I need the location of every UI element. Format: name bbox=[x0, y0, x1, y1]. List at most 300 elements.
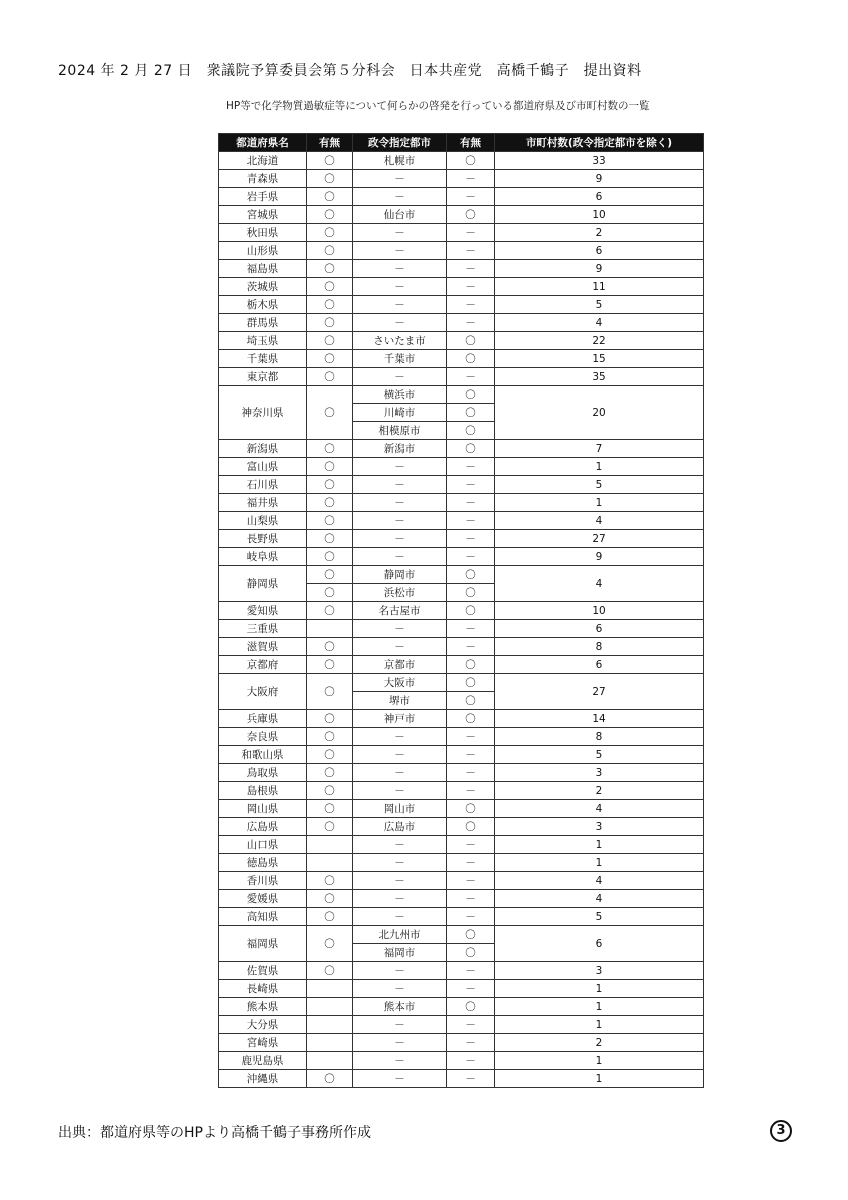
prefecture-name-cell: 滋賀県 bbox=[219, 638, 307, 656]
prefecture-name-cell: 長野県 bbox=[219, 530, 307, 548]
prefecture-has-cell bbox=[307, 1034, 353, 1052]
municipality-count-cell: 6 bbox=[495, 242, 704, 260]
prefecture-name-cell: 石川県 bbox=[219, 476, 307, 494]
designated-city-has-cell: － bbox=[447, 476, 495, 494]
prefecture-has-cell bbox=[307, 854, 353, 872]
municipality-count-cell: 5 bbox=[495, 476, 704, 494]
prefecture-name-cell: 鳥取県 bbox=[219, 764, 307, 782]
prefecture-name-cell: 長崎県 bbox=[219, 980, 307, 998]
table-caption: HP等で化学物質過敏症等について何らかの啓発を行っている都道府県及び市町村数の一覧 bbox=[226, 100, 650, 112]
municipality-count-cell: 6 bbox=[495, 620, 704, 638]
prefecture-has-cell: 〇 bbox=[307, 170, 353, 188]
prefecture-name-cell: 佐賀県 bbox=[219, 962, 307, 980]
designated-city-cell: － bbox=[353, 908, 447, 926]
table-header-row bbox=[219, 134, 704, 152]
table-row bbox=[219, 818, 704, 836]
table-row bbox=[219, 656, 704, 674]
table-row bbox=[219, 890, 704, 908]
designated-city-has-cell: 〇 bbox=[447, 998, 495, 1016]
table-row bbox=[219, 1034, 704, 1052]
prefecture-has-cell: 〇 bbox=[307, 746, 353, 764]
designated-city-cell: － bbox=[353, 548, 447, 566]
designated-city-has-cell: 〇 bbox=[447, 350, 495, 368]
designated-city-cell: － bbox=[353, 494, 447, 512]
column-header-designated-city: 政令指定都市 bbox=[353, 134, 447, 152]
prefecture-name-cell: 宮崎県 bbox=[219, 1034, 307, 1052]
table-row bbox=[219, 980, 704, 998]
table-row bbox=[219, 494, 704, 512]
designated-city-cell: 京都市 bbox=[353, 656, 447, 674]
designated-city-has-cell: － bbox=[447, 458, 495, 476]
municipality-count-cell: 10 bbox=[495, 206, 704, 224]
prefecture-has-cell: 〇 bbox=[307, 494, 353, 512]
table-row bbox=[219, 926, 704, 944]
table-row bbox=[219, 620, 704, 638]
prefecture-has-cell: 〇 bbox=[307, 962, 353, 980]
table-row bbox=[219, 368, 704, 386]
designated-city-cell: － bbox=[353, 764, 447, 782]
prefecture-name-cell: 福岡県 bbox=[219, 926, 307, 962]
designated-city-has-cell: － bbox=[447, 278, 495, 296]
designated-city-cell: 札幌市 bbox=[353, 152, 447, 170]
column-header-prefecture: 都道府県名 bbox=[219, 134, 307, 152]
table-row bbox=[219, 854, 704, 872]
municipality-count-cell: 4 bbox=[495, 890, 704, 908]
designated-city-cell: － bbox=[353, 476, 447, 494]
designated-city-has-cell: － bbox=[447, 1016, 495, 1034]
designated-city-has-cell: － bbox=[447, 746, 495, 764]
municipality-count-cell: 1 bbox=[495, 980, 704, 998]
designated-city-cell: － bbox=[353, 1052, 447, 1070]
designated-city-cell: － bbox=[353, 188, 447, 206]
designated-city-cell: － bbox=[353, 746, 447, 764]
prefecture-has-cell: 〇 bbox=[307, 638, 353, 656]
designated-city-has-cell: 〇 bbox=[447, 800, 495, 818]
table-row bbox=[219, 512, 704, 530]
prefecture-name-cell: 沖縄県 bbox=[219, 1070, 307, 1088]
designated-city-has-cell: － bbox=[447, 764, 495, 782]
prefecture-name-cell: 茨城県 bbox=[219, 278, 307, 296]
designated-city-cell: － bbox=[353, 872, 447, 890]
designated-city-cell: － bbox=[353, 638, 447, 656]
designated-city-cell: － bbox=[353, 368, 447, 386]
prefecture-name-cell: 徳島県 bbox=[219, 854, 307, 872]
prefecture-name-cell: 青森県 bbox=[219, 170, 307, 188]
municipality-count-cell: 1 bbox=[495, 836, 704, 854]
municipality-count-cell: 6 bbox=[495, 926, 704, 962]
prefecture-has-cell: 〇 bbox=[307, 872, 353, 890]
prefecture-has-cell bbox=[307, 998, 353, 1016]
table-row bbox=[219, 170, 704, 188]
prefecture-name-cell: 和歌山県 bbox=[219, 746, 307, 764]
prefecture-has-cell: 〇 bbox=[307, 602, 353, 620]
municipality-count-cell: 1 bbox=[495, 854, 704, 872]
designated-city-has-cell: － bbox=[447, 890, 495, 908]
municipality-count-cell: 8 bbox=[495, 728, 704, 746]
prefecture-has-cell: 〇 bbox=[307, 188, 353, 206]
prefecture-has-cell: 〇 bbox=[307, 206, 353, 224]
designated-city-cell: － bbox=[353, 170, 447, 188]
prefecture-name-cell: 愛知県 bbox=[219, 602, 307, 620]
designated-city-has-cell: － bbox=[447, 962, 495, 980]
designated-city-has-cell: － bbox=[447, 1070, 495, 1088]
municipality-count-cell: 2 bbox=[495, 1034, 704, 1052]
table-row bbox=[219, 728, 704, 746]
designated-city-cell: － bbox=[353, 530, 447, 548]
designated-city-has-cell: － bbox=[447, 836, 495, 854]
table-row bbox=[219, 530, 704, 548]
prefecture-name-cell: 宮城県 bbox=[219, 206, 307, 224]
municipality-count-cell: 22 bbox=[495, 332, 704, 350]
column-header-city-has: 有無 bbox=[447, 134, 495, 152]
prefecture-name-cell: 広島県 bbox=[219, 818, 307, 836]
prefecture-has-cell: 〇 bbox=[307, 530, 353, 548]
municipality-count-cell: 5 bbox=[495, 746, 704, 764]
municipality-count-cell: 2 bbox=[495, 782, 704, 800]
municipality-count-cell: 1 bbox=[495, 1016, 704, 1034]
prefecture-has-cell: 〇 bbox=[307, 908, 353, 926]
table-row bbox=[219, 278, 704, 296]
prefecture-has-cell: 〇 bbox=[307, 674, 353, 710]
designated-city-has-cell: － bbox=[447, 638, 495, 656]
designated-city-has-cell: 〇 bbox=[447, 440, 495, 458]
table-row bbox=[219, 350, 704, 368]
designated-city-cell: 福岡市 bbox=[353, 944, 447, 962]
prefecture-name-cell: 富山県 bbox=[219, 458, 307, 476]
designated-city-cell: 名古屋市 bbox=[353, 602, 447, 620]
designated-city-has-cell: － bbox=[447, 530, 495, 548]
prefecture-has-cell: 〇 bbox=[307, 368, 353, 386]
municipality-count-cell: 1 bbox=[495, 458, 704, 476]
table-row bbox=[219, 872, 704, 890]
prefecture-name-cell: 京都府 bbox=[219, 656, 307, 674]
municipality-count-cell: 1 bbox=[495, 998, 704, 1016]
designated-city-cell: － bbox=[353, 242, 447, 260]
designated-city-cell: 岡山市 bbox=[353, 800, 447, 818]
prefecture-has-cell: 〇 bbox=[307, 1070, 353, 1088]
designated-city-cell: 熊本市 bbox=[353, 998, 447, 1016]
prefecture-has-cell bbox=[307, 836, 353, 854]
prefecture-name-cell: 福島県 bbox=[219, 260, 307, 278]
table-row bbox=[219, 314, 704, 332]
source-note: 出典：都道府県等のHPより高橋千鶴子事務所作成 bbox=[58, 1125, 371, 1141]
designated-city-has-cell: 〇 bbox=[447, 692, 495, 710]
prefecture-has-cell: 〇 bbox=[307, 818, 353, 836]
municipality-count-cell: 5 bbox=[495, 296, 704, 314]
prefecture-has-cell: 〇 bbox=[307, 548, 353, 566]
prefecture-name-cell: 香川県 bbox=[219, 872, 307, 890]
prefecture-has-cell: 〇 bbox=[307, 584, 353, 602]
municipality-count-cell: 11 bbox=[495, 278, 704, 296]
designated-city-has-cell: － bbox=[447, 872, 495, 890]
municipality-count-cell: 27 bbox=[495, 674, 704, 710]
table-row bbox=[219, 764, 704, 782]
designated-city-has-cell: － bbox=[447, 494, 495, 512]
municipality-count-cell: 3 bbox=[495, 818, 704, 836]
prefecture-has-cell bbox=[307, 1052, 353, 1070]
table-row bbox=[219, 476, 704, 494]
prefecture-has-cell: 〇 bbox=[307, 458, 353, 476]
designated-city-cell: － bbox=[353, 278, 447, 296]
prefecture-name-cell: 群馬県 bbox=[219, 314, 307, 332]
prefecture-name-cell: 山形県 bbox=[219, 242, 307, 260]
designated-city-has-cell: － bbox=[447, 1034, 495, 1052]
prefecture-has-cell: 〇 bbox=[307, 512, 353, 530]
designated-city-cell: 浜松市 bbox=[353, 584, 447, 602]
municipality-count-cell: 1 bbox=[495, 1070, 704, 1088]
municipality-count-cell: 4 bbox=[495, 314, 704, 332]
designated-city-has-cell: － bbox=[447, 224, 495, 242]
designated-city-has-cell: － bbox=[447, 854, 495, 872]
designated-city-has-cell: － bbox=[447, 620, 495, 638]
designated-city-has-cell: － bbox=[447, 782, 495, 800]
table-row bbox=[219, 260, 704, 278]
municipality-count-cell: 5 bbox=[495, 908, 704, 926]
prefecture-name-cell: 愛媛県 bbox=[219, 890, 307, 908]
prefecture-table bbox=[218, 133, 704, 1088]
prefecture-name-cell: 奈良県 bbox=[219, 728, 307, 746]
designated-city-cell: － bbox=[353, 836, 447, 854]
table-row bbox=[219, 836, 704, 854]
prefecture-has-cell bbox=[307, 980, 353, 998]
table-row bbox=[219, 332, 704, 350]
municipality-count-cell: 4 bbox=[495, 566, 704, 602]
municipality-count-cell: 2 bbox=[495, 224, 704, 242]
designated-city-cell: － bbox=[353, 512, 447, 530]
designated-city-cell: 大阪市 bbox=[353, 674, 447, 692]
municipality-count-cell: 7 bbox=[495, 440, 704, 458]
table-row bbox=[219, 710, 704, 728]
table-row bbox=[219, 566, 704, 584]
designated-city-cell: － bbox=[353, 782, 447, 800]
column-header-has: 有無 bbox=[307, 134, 353, 152]
designated-city-has-cell: 〇 bbox=[447, 818, 495, 836]
designated-city-cell: － bbox=[353, 1016, 447, 1034]
designated-city-cell: 堺市 bbox=[353, 692, 447, 710]
designated-city-cell: さいたま市 bbox=[353, 332, 447, 350]
municipality-count-cell: 10 bbox=[495, 602, 704, 620]
municipality-count-cell: 20 bbox=[495, 386, 704, 440]
municipality-count-cell: 1 bbox=[495, 1052, 704, 1070]
prefecture-name-cell: 鹿児島県 bbox=[219, 1052, 307, 1070]
table-row bbox=[219, 152, 704, 170]
prefecture-has-cell: 〇 bbox=[307, 656, 353, 674]
designated-city-has-cell: 〇 bbox=[447, 656, 495, 674]
prefecture-name-cell: 福井県 bbox=[219, 494, 307, 512]
table-row bbox=[219, 998, 704, 1016]
table-row bbox=[219, 296, 704, 314]
prefecture-has-cell: 〇 bbox=[307, 152, 353, 170]
designated-city-cell: － bbox=[353, 728, 447, 746]
table-row bbox=[219, 242, 704, 260]
prefecture-has-cell: 〇 bbox=[307, 728, 353, 746]
prefecture-name-cell: 埼玉県 bbox=[219, 332, 307, 350]
designated-city-cell: 横浜市 bbox=[353, 386, 447, 404]
designated-city-has-cell: 〇 bbox=[447, 404, 495, 422]
prefecture-name-cell: 新潟県 bbox=[219, 440, 307, 458]
designated-city-has-cell: － bbox=[447, 548, 495, 566]
designated-city-cell: － bbox=[353, 980, 447, 998]
table-row bbox=[219, 458, 704, 476]
designated-city-has-cell: 〇 bbox=[447, 602, 495, 620]
designated-city-has-cell: 〇 bbox=[447, 674, 495, 692]
designated-city-has-cell: 〇 bbox=[447, 710, 495, 728]
designated-city-cell: 川崎市 bbox=[353, 404, 447, 422]
table-row bbox=[219, 1016, 704, 1034]
designated-city-has-cell: － bbox=[447, 980, 495, 998]
municipality-count-cell: 3 bbox=[495, 962, 704, 980]
prefecture-has-cell: 〇 bbox=[307, 260, 353, 278]
prefecture-has-cell: 〇 bbox=[307, 386, 353, 440]
designated-city-has-cell: － bbox=[447, 260, 495, 278]
designated-city-cell: － bbox=[353, 1034, 447, 1052]
municipality-count-cell: 27 bbox=[495, 530, 704, 548]
table-row bbox=[219, 224, 704, 242]
table-row bbox=[219, 638, 704, 656]
designated-city-has-cell: 〇 bbox=[447, 332, 495, 350]
municipality-count-cell: 9 bbox=[495, 170, 704, 188]
designated-city-cell: 相模原市 bbox=[353, 422, 447, 440]
designated-city-cell: 静岡市 bbox=[353, 566, 447, 584]
prefecture-name-cell: 神奈川県 bbox=[219, 386, 307, 440]
table-row bbox=[219, 1070, 704, 1088]
table-row bbox=[219, 548, 704, 566]
table-row bbox=[219, 440, 704, 458]
designated-city-has-cell: － bbox=[447, 188, 495, 206]
municipality-count-cell: 8 bbox=[495, 638, 704, 656]
prefecture-name-cell: 北海道 bbox=[219, 152, 307, 170]
designated-city-has-cell: － bbox=[447, 296, 495, 314]
municipality-count-cell: 4 bbox=[495, 512, 704, 530]
designated-city-cell: － bbox=[353, 620, 447, 638]
designated-city-cell: 千葉市 bbox=[353, 350, 447, 368]
designated-city-cell: 北九州市 bbox=[353, 926, 447, 944]
prefecture-name-cell: 三重県 bbox=[219, 620, 307, 638]
prefecture-has-cell bbox=[307, 1016, 353, 1034]
table-row bbox=[219, 188, 704, 206]
designated-city-cell: － bbox=[353, 854, 447, 872]
designated-city-has-cell: 〇 bbox=[447, 926, 495, 944]
designated-city-has-cell: 〇 bbox=[447, 584, 495, 602]
municipality-count-cell: 9 bbox=[495, 260, 704, 278]
municipality-count-cell: 14 bbox=[495, 710, 704, 728]
designated-city-has-cell: 〇 bbox=[447, 152, 495, 170]
municipality-count-cell: 15 bbox=[495, 350, 704, 368]
table-row bbox=[219, 206, 704, 224]
prefecture-name-cell: 山口県 bbox=[219, 836, 307, 854]
prefecture-name-cell: 栃木県 bbox=[219, 296, 307, 314]
prefecture-has-cell: 〇 bbox=[307, 350, 353, 368]
designated-city-has-cell: － bbox=[447, 170, 495, 188]
prefecture-has-cell: 〇 bbox=[307, 242, 353, 260]
designated-city-cell: 新潟市 bbox=[353, 440, 447, 458]
municipality-count-cell: 6 bbox=[495, 656, 704, 674]
designated-city-has-cell: 〇 bbox=[447, 944, 495, 962]
municipality-count-cell: 35 bbox=[495, 368, 704, 386]
table-row bbox=[219, 386, 704, 404]
prefecture-name-cell: 高知県 bbox=[219, 908, 307, 926]
designated-city-cell: － bbox=[353, 260, 447, 278]
designated-city-cell: － bbox=[353, 314, 447, 332]
prefecture-has-cell: 〇 bbox=[307, 710, 353, 728]
prefecture-name-cell: 兵庫県 bbox=[219, 710, 307, 728]
designated-city-cell: － bbox=[353, 458, 447, 476]
prefecture-has-cell: 〇 bbox=[307, 314, 353, 332]
designated-city-has-cell: － bbox=[447, 1052, 495, 1070]
table-row bbox=[219, 908, 704, 926]
prefecture-has-cell: 〇 bbox=[307, 296, 353, 314]
prefecture-name-cell: 千葉県 bbox=[219, 350, 307, 368]
designated-city-cell: － bbox=[353, 890, 447, 908]
prefecture-name-cell: 山梨県 bbox=[219, 512, 307, 530]
designated-city-has-cell: － bbox=[447, 728, 495, 746]
prefecture-name-cell: 岩手県 bbox=[219, 188, 307, 206]
prefecture-name-cell: 秋田県 bbox=[219, 224, 307, 242]
designated-city-cell: － bbox=[353, 1070, 447, 1088]
prefecture-has-cell: 〇 bbox=[307, 764, 353, 782]
designated-city-has-cell: － bbox=[447, 512, 495, 530]
designated-city-has-cell: 〇 bbox=[447, 206, 495, 224]
prefecture-has-cell: 〇 bbox=[307, 800, 353, 818]
table-row bbox=[219, 782, 704, 800]
designated-city-has-cell: 〇 bbox=[447, 566, 495, 584]
table-row bbox=[219, 746, 704, 764]
designated-city-has-cell: － bbox=[447, 908, 495, 926]
prefecture-has-cell: 〇 bbox=[307, 566, 353, 584]
municipality-count-cell: 4 bbox=[495, 872, 704, 890]
prefecture-has-cell: 〇 bbox=[307, 890, 353, 908]
designated-city-has-cell: 〇 bbox=[447, 386, 495, 404]
municipality-count-cell: 33 bbox=[495, 152, 704, 170]
prefecture-name-cell: 東京都 bbox=[219, 368, 307, 386]
municipality-count-cell: 1 bbox=[495, 494, 704, 512]
designated-city-cell: － bbox=[353, 296, 447, 314]
designated-city-has-cell: 〇 bbox=[447, 422, 495, 440]
column-header-municipality-count: 市町村数(政令指定都市を除く) bbox=[495, 134, 704, 152]
table-row bbox=[219, 1052, 704, 1070]
document-title: 2024 年 2 月 27 日 衆議院予算委員会第５分科会 日本共産党 高橋千鶴子 提出資料 bbox=[58, 63, 642, 79]
prefecture-name-cell: 岐阜県 bbox=[219, 548, 307, 566]
table-row bbox=[219, 962, 704, 980]
designated-city-cell: － bbox=[353, 224, 447, 242]
prefecture-has-cell: 〇 bbox=[307, 440, 353, 458]
prefecture-has-cell: 〇 bbox=[307, 224, 353, 242]
municipality-count-cell: 4 bbox=[495, 800, 704, 818]
municipality-count-cell: 3 bbox=[495, 764, 704, 782]
table-row bbox=[219, 602, 704, 620]
prefecture-has-cell: 〇 bbox=[307, 278, 353, 296]
table-row bbox=[219, 800, 704, 818]
designated-city-cell: － bbox=[353, 962, 447, 980]
table-body bbox=[219, 152, 704, 1088]
prefecture-name-cell: 島根県 bbox=[219, 782, 307, 800]
prefecture-has-cell: 〇 bbox=[307, 782, 353, 800]
designated-city-cell: 広島市 bbox=[353, 818, 447, 836]
prefecture-has-cell: 〇 bbox=[307, 926, 353, 962]
designated-city-cell: 仙台市 bbox=[353, 206, 447, 224]
designated-city-cell: 神戸市 bbox=[353, 710, 447, 728]
table-row bbox=[219, 674, 704, 692]
prefecture-name-cell: 熊本県 bbox=[219, 998, 307, 1016]
designated-city-has-cell: － bbox=[447, 368, 495, 386]
designated-city-has-cell: － bbox=[447, 242, 495, 260]
municipality-count-cell: 6 bbox=[495, 188, 704, 206]
municipality-count-cell: 9 bbox=[495, 548, 704, 566]
prefecture-name-cell: 静岡県 bbox=[219, 566, 307, 602]
prefecture-name-cell: 岡山県 bbox=[219, 800, 307, 818]
page-number: 3 bbox=[770, 1120, 792, 1142]
designated-city-has-cell: － bbox=[447, 314, 495, 332]
